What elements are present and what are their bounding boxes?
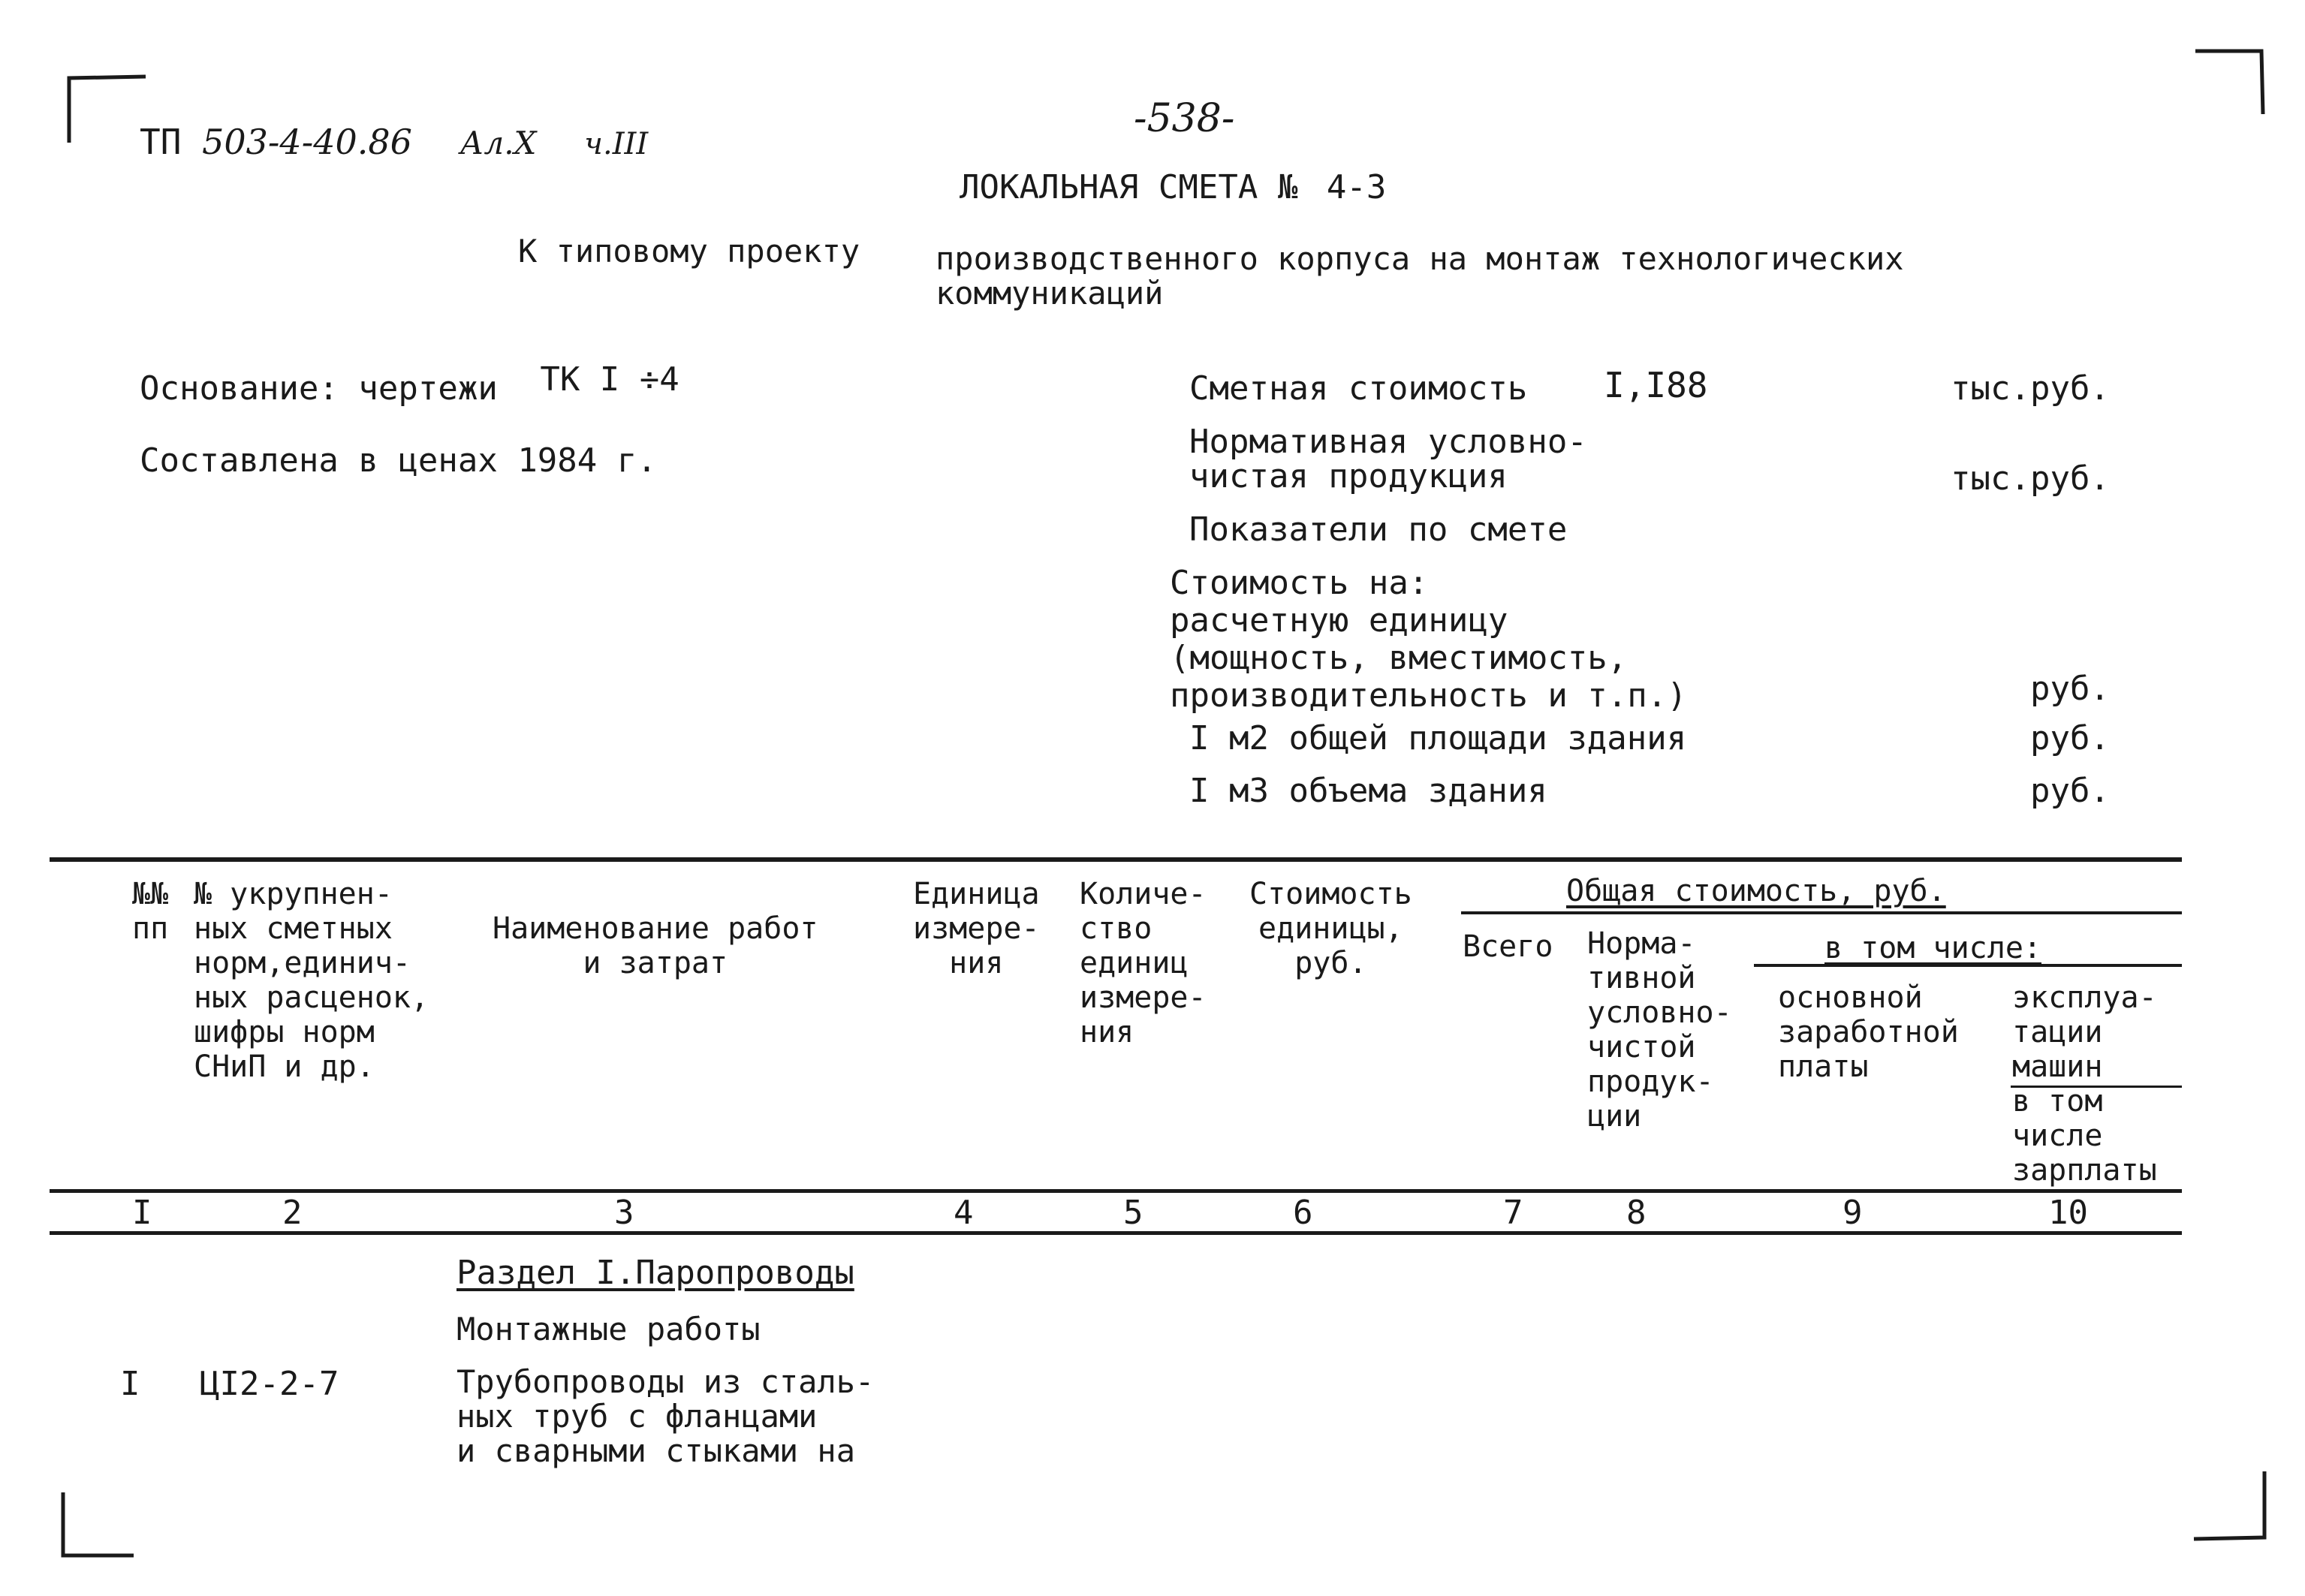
indicators-label: Показатели по смете (1189, 510, 1568, 549)
normative-label: Нормативная условно- чистая продукция (1189, 423, 1587, 495)
corner-mark-bottom-right (2194, 1471, 2264, 1539)
basis-value: ТК I ÷4 (540, 360, 679, 399)
col-header-8: Норма- тивной условно- чистой продук- ции (1587, 926, 1732, 1134)
estimate-unit: тыс.руб. (1951, 369, 2110, 408)
unit-cost-unit: руб. (2030, 670, 2110, 708)
col-number-2: 2 (282, 1194, 303, 1232)
col-number-9: 9 (1842, 1194, 1863, 1232)
table-top-rule (50, 857, 2182, 862)
total-group-rule (1461, 911, 2182, 914)
col-header-4: Единица измере- ния (913, 877, 1040, 980)
col-number-4: 4 (954, 1194, 974, 1232)
doc-reference (140, 122, 648, 162)
corner-mark-bottom-left (63, 1492, 134, 1555)
corner-mark-top-left (69, 77, 146, 143)
title-text: ЛОКАЛЬНАЯ СМЕТА № (960, 168, 1298, 206)
doc-ref-handwritten: 503-4-40.86 (202, 122, 412, 162)
unit-cost-label: Стоимость на: расчетную единицу (мощность, вместимость, производительность и т.п.) (1170, 564, 1687, 715)
col-header-10-bottom: в том числе зарплаты (2012, 1084, 2157, 1188)
incl-group: в том числе: (1824, 931, 2041, 965)
col-number-10: 10 (2048, 1194, 2088, 1232)
smeta-number: 4-3 (1326, 168, 1387, 206)
col-header-1: №№ пп (132, 877, 169, 946)
m2-label: I м2 общей площади здания (1189, 719, 1687, 757)
page-number: -538- (1134, 96, 1235, 141)
prices-year: Составлена в ценах 1984 г. (140, 441, 657, 480)
col-header-7: Всего (1463, 929, 1553, 964)
page-title (960, 168, 1386, 206)
normative-unit: тыс.руб. (1951, 459, 2110, 498)
basis-line (140, 360, 679, 408)
m2-unit: руб. (2030, 719, 2110, 757)
total-cost-group: Общая стоимость, руб. (1566, 874, 1946, 908)
basis-label: Основание: чертежи (140, 369, 498, 408)
col-number-7: 7 (1503, 1194, 1523, 1232)
row-number: I (120, 1365, 140, 1403)
section-title: Раздел I.Паропроводы (456, 1254, 854, 1292)
project-label: К типовому проекту (518, 233, 860, 270)
m3-label: I м3 объема здания (1189, 772, 1547, 810)
col-number-1: I (132, 1194, 152, 1232)
row-description: Трубопроводы из сталь- ных труб с фланцами и сварными стыками на (456, 1363, 875, 1469)
m3-unit: руб. (2030, 772, 2110, 810)
col-header-2: № укрупнен- ных сметных норм,единич- ных расценок, шифры норм СНиП и др. (194, 877, 429, 1084)
header-bottom-rule (50, 1189, 2182, 1193)
project-text: производственного корпуса на монтаж технологических коммуникаций (936, 240, 1904, 312)
col-header-9: основной заработной платы (1778, 980, 1959, 1084)
subsection-title: Монтажные работы (456, 1311, 761, 1348)
col-header-6: Стоимость единицы, руб. (1249, 877, 1412, 980)
part-number: ч.III (584, 127, 649, 161)
estimate-label: Сметная стоимость (1189, 369, 1528, 408)
row-code: ЦI2-2-7 (200, 1365, 339, 1403)
col-number-5: 5 (1123, 1194, 1143, 1232)
col-number-8: 8 (1626, 1194, 1647, 1232)
doc-ref-print: ТП (140, 122, 182, 162)
corner-mark-top-right (2195, 51, 2263, 114)
album-number: Ал.X (459, 125, 537, 161)
col-header-3: Наименование работ и затрат (493, 911, 818, 980)
col-header-10-top: эксплуа- тации машин (2012, 980, 2157, 1084)
estimate-value: I,I88 (1604, 365, 1708, 405)
col-number-3: 3 (614, 1194, 634, 1232)
col-number-6: 6 (1293, 1194, 1313, 1232)
col-header-5: Количе- ство единиц измере- ния (1080, 877, 1207, 1049)
